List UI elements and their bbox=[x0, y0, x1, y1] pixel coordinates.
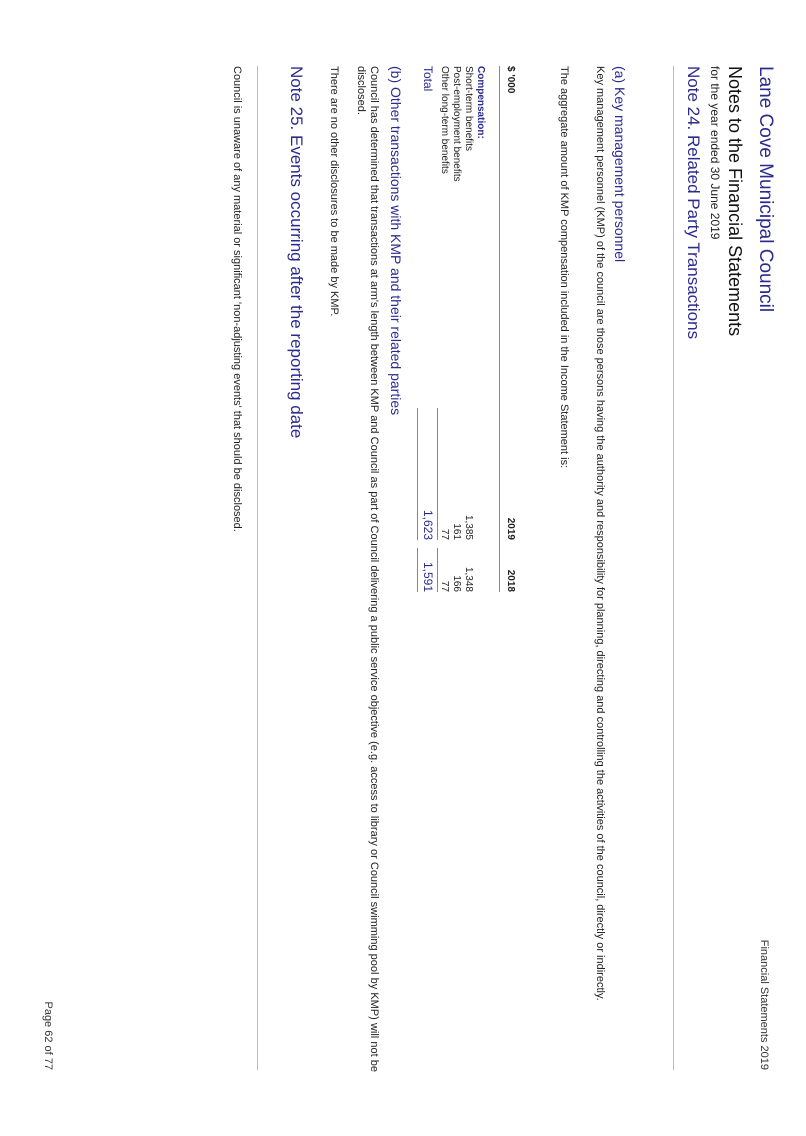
table-row-label: Post-employment benefits bbox=[451, 66, 462, 182]
section-b-heading: (b) Other transactions with KMP and their related parties bbox=[388, 66, 404, 416]
table-row-label: Short-term benefits bbox=[463, 66, 474, 152]
table-cell-2018: 77 bbox=[439, 580, 450, 592]
total-2019: 1,623 bbox=[421, 509, 435, 540]
table-header-2019: 2019 bbox=[505, 517, 516, 540]
note25-heading: Note 25. Events occurring after the reporting date bbox=[287, 66, 306, 439]
page-title: Notes to the Financial Statements bbox=[725, 66, 745, 337]
divider-top bbox=[673, 66, 674, 1070]
table-cell-2018: 166 bbox=[451, 575, 462, 592]
table-cell-2019: 77 bbox=[439, 528, 450, 540]
page-number: Page 62 of 77 bbox=[42, 1001, 54, 1070]
events-paragraph: Council is unaware of any material or significant 'non-adjusting events' that should be disclosed. bbox=[231, 66, 243, 532]
total-rule-2019 bbox=[417, 408, 418, 540]
page-subtitle: for the year ended 30 June 2019 bbox=[708, 66, 722, 240]
subtotal-rule-2018 bbox=[437, 548, 438, 592]
compensation-group-label: Compensation: bbox=[475, 66, 486, 139]
council-name: Lane Cove Municipal Council bbox=[755, 66, 776, 313]
document-label: Financial Statements 2019 bbox=[758, 939, 770, 1070]
total-rule-2018 bbox=[417, 548, 418, 592]
note24-heading: Note 24. Related Party Transactions bbox=[684, 66, 703, 340]
table-row-label: Other long-term benefits bbox=[439, 66, 450, 174]
kmp-intro-text: The aggregate amount of KMP compensation included in the Income Statement is: bbox=[558, 66, 570, 469]
table-header-units: $ '000 bbox=[505, 66, 516, 94]
arms-length-paragraph: Council has determined that transactions at arm's length between KMP and Council as part of Council delivering a public service objective (e.g. access to library or Council swimming pool by KMP) will not be disclosed. bbox=[355, 66, 380, 1072]
section-a-heading: (a) Key management personnel bbox=[612, 66, 628, 263]
table-cell-2018: 1,348 bbox=[463, 566, 474, 592]
kmp-definition-paragraph: Key management personnel (KMP) of the council are those persons having the authority and responsibility for planning, directing and controlling the activities of the council, directly or indirectly. bbox=[594, 66, 606, 1001]
total-2018: 1,591 bbox=[421, 561, 435, 592]
table-header-rule bbox=[499, 66, 500, 592]
subtotal-rule-2019 bbox=[437, 408, 438, 540]
table-cell-2019: 1,385 bbox=[463, 514, 474, 540]
divider-bottom bbox=[257, 66, 258, 1070]
table-header-2018: 2018 bbox=[505, 569, 516, 592]
total-label: Total bbox=[421, 66, 435, 92]
no-other-disclosures-text: There are no other disclosures to be made by KMP. bbox=[328, 66, 340, 317]
table-cell-2019: 161 bbox=[451, 523, 462, 540]
